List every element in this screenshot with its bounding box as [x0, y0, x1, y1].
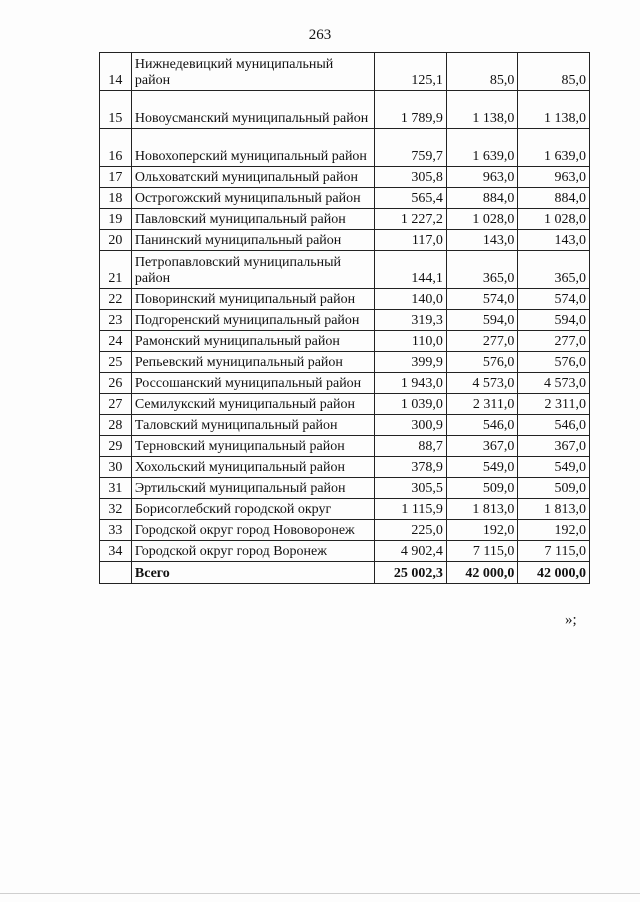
row-number: 22: [100, 289, 132, 310]
row-value-3: 365,0: [518, 251, 590, 289]
row-name: Павловский муниципальный район: [131, 209, 374, 230]
row-value-1: 1 039,0: [375, 394, 447, 415]
row-value-1: 759,7: [375, 129, 447, 167]
row-name: Хохольский муниципальный район: [131, 457, 374, 478]
row-name: Таловский муниципальный район: [131, 415, 374, 436]
row-value-2: 576,0: [446, 352, 518, 373]
row-value-1: 4 902,4: [375, 541, 447, 562]
row-value-2: 963,0: [446, 167, 518, 188]
row-number: 14: [100, 53, 132, 91]
row-name: Поворинский муниципальный район: [131, 289, 374, 310]
row-name: Панинский муниципальный район: [131, 230, 374, 251]
page-bottom-rule: [0, 893, 640, 894]
row-name: Новоусманский муниципальный район: [131, 91, 374, 129]
row-value-1: 319,3: [375, 310, 447, 331]
row-number: 19: [100, 209, 132, 230]
table-row: [100, 289, 590, 310]
row-name: Эртильский муниципальный район: [131, 478, 374, 499]
row-name: Подгоренский муниципальный район: [131, 310, 374, 331]
row-name: Репьевский муниципальный район: [131, 352, 374, 373]
row-name: Новохоперский муниципальный район: [131, 129, 374, 167]
row-value-2: 1 138,0: [446, 91, 518, 129]
row-value-2: 1 028,0: [446, 209, 518, 230]
row-value-1: 140,0: [375, 289, 447, 310]
row-value-1: 225,0: [375, 520, 447, 541]
row-name: Ольховатский муниципальный район: [131, 167, 374, 188]
row-value-3: 143,0: [518, 230, 590, 251]
table-row: [100, 91, 590, 129]
row-value-3: 576,0: [518, 352, 590, 373]
row-value-1: 110,0: [375, 331, 447, 352]
row-value-2: 594,0: [446, 310, 518, 331]
row-name: Терновский муниципальный район: [131, 436, 374, 457]
row-number: 20: [100, 230, 132, 251]
row-value-2: 143,0: [446, 230, 518, 251]
row-value-3: 367,0: [518, 436, 590, 457]
row-value-3: 4 573,0: [518, 373, 590, 394]
row-value-3: 192,0: [518, 520, 590, 541]
row-number: 15: [100, 91, 132, 129]
row-value-2: 4 573,0: [446, 373, 518, 394]
table-row: [100, 352, 590, 373]
table-body: [100, 53, 590, 562]
row-name: Городской округ город Воронеж: [131, 541, 374, 562]
row-name: Петропавловский муниципальный район: [131, 251, 374, 289]
row-value-3: 546,0: [518, 415, 590, 436]
row-value-1: 305,5: [375, 478, 447, 499]
row-value-3: 963,0: [518, 167, 590, 188]
table-row: [100, 541, 590, 562]
row-number: 26: [100, 373, 132, 394]
row-value-2: 574,0: [446, 289, 518, 310]
row-number: 16: [100, 129, 132, 167]
row-name: Борисоглебский городской округ: [131, 499, 374, 520]
row-value-2: 1 813,0: [446, 499, 518, 520]
row-value-1: 378,9: [375, 457, 447, 478]
row-value-1: 1 227,2: [375, 209, 447, 230]
row-value-1: 144,1: [375, 251, 447, 289]
row-value-3: 509,0: [518, 478, 590, 499]
row-value-2: 365,0: [446, 251, 518, 289]
row-value-1: 305,8: [375, 167, 447, 188]
row-value-2: 7 115,0: [446, 541, 518, 562]
row-value-2: 1 639,0: [446, 129, 518, 167]
total-value-2: 42 000,0: [446, 562, 518, 584]
row-name: Рамонский муниципальный район: [131, 331, 374, 352]
row-value-3: 7 115,0: [518, 541, 590, 562]
row-number: 17: [100, 167, 132, 188]
row-number: 32: [100, 499, 132, 520]
closing-quote: »;: [565, 612, 577, 628]
row-name: Нижнедевицкий муниципальный район: [131, 53, 374, 91]
row-value-1: 1 115,9: [375, 499, 447, 520]
row-number: 24: [100, 331, 132, 352]
row-value-3: 549,0: [518, 457, 590, 478]
row-number: 34: [100, 541, 132, 562]
row-number: 30: [100, 457, 132, 478]
row-number: 29: [100, 436, 132, 457]
row-number: 31: [100, 478, 132, 499]
table-row: [100, 394, 590, 415]
row-number: 21: [100, 251, 132, 289]
table-row: [100, 251, 590, 289]
row-value-3: 594,0: [518, 310, 590, 331]
table-row: [100, 209, 590, 230]
table-row: [100, 436, 590, 457]
row-value-1: 125,1: [375, 53, 447, 91]
row-value-3: 277,0: [518, 331, 590, 352]
row-value-1: 117,0: [375, 230, 447, 251]
row-number: 18: [100, 188, 132, 209]
table-row: [100, 415, 590, 436]
row-value-2: 85,0: [446, 53, 518, 91]
table-row: [100, 310, 590, 331]
row-number: 28: [100, 415, 132, 436]
row-value-3: 1 028,0: [518, 209, 590, 230]
row-value-2: 2 311,0: [446, 394, 518, 415]
row-number: 33: [100, 520, 132, 541]
total-value-1: 25 002,3: [375, 562, 447, 584]
row-name: Россошанский муниципальный район: [131, 373, 374, 394]
row-value-3: 85,0: [518, 53, 590, 91]
table-row: [100, 129, 590, 167]
row-value-2: 509,0: [446, 478, 518, 499]
row-value-2: 192,0: [446, 520, 518, 541]
row-value-2: 884,0: [446, 188, 518, 209]
table-row: [100, 53, 590, 91]
table-row: [100, 520, 590, 541]
row-value-2: 546,0: [446, 415, 518, 436]
row-value-2: 277,0: [446, 331, 518, 352]
row-value-1: 300,9: [375, 415, 447, 436]
table-row: [100, 499, 590, 520]
table-row: [100, 167, 590, 188]
total-num-cell: [100, 562, 132, 584]
total-value-3: 42 000,0: [518, 562, 590, 584]
row-value-1: 399,9: [375, 352, 447, 373]
row-value-3: 1 639,0: [518, 129, 590, 167]
table-row: [100, 457, 590, 478]
budget-table: [99, 52, 590, 584]
row-number: 25: [100, 352, 132, 373]
table-row: [100, 230, 590, 251]
total-row: [100, 562, 590, 584]
row-value-1: 88,7: [375, 436, 447, 457]
total-label: Всего: [131, 562, 374, 584]
row-value-3: 1 138,0: [518, 91, 590, 129]
row-name: Семилукский муниципальный район: [131, 394, 374, 415]
row-name: Городской округ город Нововоронеж: [131, 520, 374, 541]
row-value-1: 1 943,0: [375, 373, 447, 394]
row-value-3: 2 311,0: [518, 394, 590, 415]
row-value-1: 565,4: [375, 188, 447, 209]
row-value-2: 367,0: [446, 436, 518, 457]
row-value-2: 549,0: [446, 457, 518, 478]
page-number: 263: [308, 27, 332, 43]
row-number: 23: [100, 310, 132, 331]
table-row: [100, 373, 590, 394]
table-row: [100, 188, 590, 209]
row-value-3: 884,0: [518, 188, 590, 209]
row-value-1: 1 789,9: [375, 91, 447, 129]
table-row: [100, 478, 590, 499]
row-number: 27: [100, 394, 132, 415]
table-row: [100, 331, 590, 352]
row-value-3: 574,0: [518, 289, 590, 310]
row-value-3: 1 813,0: [518, 499, 590, 520]
row-name: Острогожский муниципальный район: [131, 188, 374, 209]
